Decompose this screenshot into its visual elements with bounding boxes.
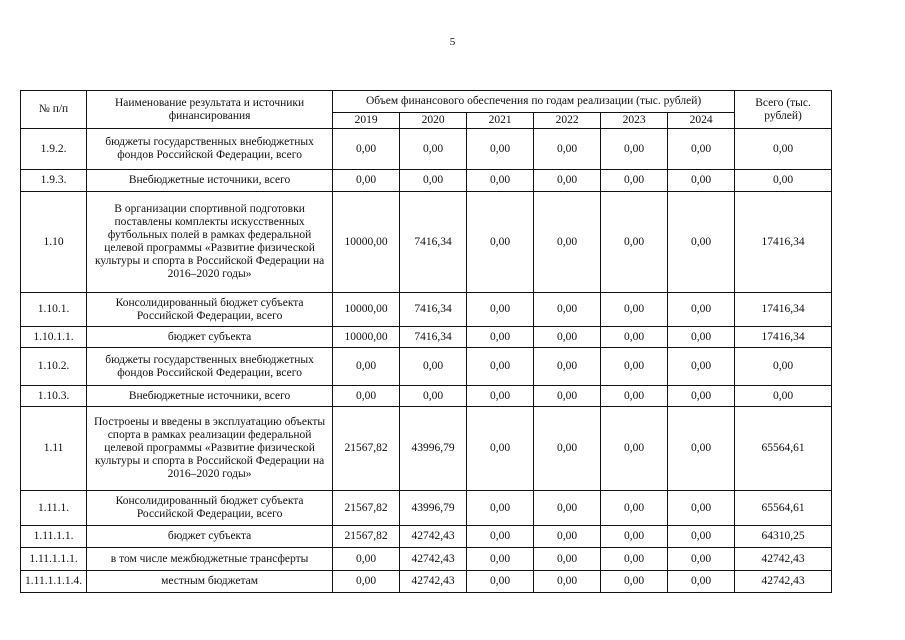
- row-number: 1.10: [21, 192, 87, 293]
- year-value: 10000,00: [333, 327, 400, 348]
- year-value: 0,00: [668, 526, 735, 548]
- year-value: 0,00: [534, 327, 601, 348]
- row-number: 1.10.3.: [21, 386, 87, 407]
- year-value: 0,00: [400, 129, 467, 170]
- year-value: 0,00: [601, 526, 668, 548]
- year-value: 0,00: [467, 526, 534, 548]
- year-value: 0,00: [668, 386, 735, 407]
- year-value: 0,00: [601, 327, 668, 348]
- table-row: [21, 192, 832, 293]
- row-name: Внебюджетные источники, всего: [87, 170, 333, 192]
- row-number: 1.9.2.: [21, 129, 87, 170]
- row-total: 64310,25: [735, 526, 832, 548]
- year-value: 0,00: [601, 571, 668, 593]
- header-volume: Объем финансового обеспечения по годам реализации (тыс. рублей): [333, 91, 735, 113]
- year-value: 0,00: [668, 129, 735, 170]
- year-value: 21567,82: [333, 526, 400, 548]
- year-value: 0,00: [601, 386, 668, 407]
- year-value: 0,00: [601, 348, 668, 386]
- year-value: 7416,34: [400, 293, 467, 327]
- year-value: 0,00: [333, 571, 400, 593]
- year-value: 0,00: [467, 348, 534, 386]
- year-value: 0,00: [534, 548, 601, 571]
- year-value: 0,00: [333, 348, 400, 386]
- year-value: 0,00: [534, 293, 601, 327]
- year-value: 0,00: [534, 526, 601, 548]
- row-total: 17416,34: [735, 293, 832, 327]
- year-value: 0,00: [400, 170, 467, 192]
- year-value: 0,00: [467, 192, 534, 293]
- row-name: бюджет субъекта: [87, 327, 333, 348]
- row-total: 65564,61: [735, 491, 832, 526]
- year-value: 0,00: [668, 348, 735, 386]
- table-row: [21, 526, 832, 548]
- year-value: 0,00: [467, 491, 534, 526]
- year-value: 0,00: [601, 192, 668, 293]
- year-value: 0,00: [668, 293, 735, 327]
- header-year: 2020: [400, 113, 467, 129]
- year-value: 0,00: [534, 170, 601, 192]
- year-value: 0,00: [601, 548, 668, 571]
- row-name: Консолидированный бюджет субъекта Российской Федерации, всего: [87, 293, 333, 327]
- year-value: 0,00: [668, 548, 735, 571]
- year-value: 0,00: [467, 170, 534, 192]
- year-value: 42742,43: [400, 548, 467, 571]
- year-value: 7416,34: [400, 327, 467, 348]
- row-total: 0,00: [735, 348, 832, 386]
- year-value: 0,00: [601, 170, 668, 192]
- header-name: Наименование результата и источники финансирования: [87, 91, 333, 129]
- row-number: 1.11: [21, 407, 87, 491]
- row-name: бюджеты государственных внебюджетных фондов Российской Федерации, всего: [87, 348, 333, 386]
- row-name: местным бюджетам: [87, 571, 333, 593]
- year-value: 21567,82: [333, 407, 400, 491]
- year-value: 0,00: [467, 407, 534, 491]
- table-row: [21, 348, 832, 386]
- header-year: 2023: [601, 113, 668, 129]
- year-value: 0,00: [467, 327, 534, 348]
- row-name: В организации спортивной подготовки поставлены комплекты искусственных футбольных полей в рамках федеральной целевой программы «Развитие физической культуры и спорта в Российской Федерации на 2016–2020 годы»: [87, 192, 333, 293]
- year-value: 0,00: [668, 491, 735, 526]
- row-total: 0,00: [735, 129, 832, 170]
- year-value: 0,00: [534, 192, 601, 293]
- year-value: 0,00: [534, 407, 601, 491]
- year-value: 0,00: [668, 407, 735, 491]
- year-value: 21567,82: [333, 491, 400, 526]
- row-total: 65564,61: [735, 407, 832, 491]
- year-value: 0,00: [601, 407, 668, 491]
- row-total: 0,00: [735, 386, 832, 407]
- table-row: [21, 548, 832, 571]
- header-total: Всего (тыс. рублей): [735, 91, 832, 129]
- year-value: 42742,43: [400, 526, 467, 548]
- row-number: 1.11.1.: [21, 491, 87, 526]
- year-value: 0,00: [534, 386, 601, 407]
- row-name: в том числе межбюджетные трансферты: [87, 548, 333, 571]
- table-row: [21, 386, 832, 407]
- table-row: [21, 129, 832, 170]
- table-row: [21, 491, 832, 526]
- row-number: 1.10.2.: [21, 348, 87, 386]
- year-value: 0,00: [333, 386, 400, 407]
- year-value: 0,00: [668, 192, 735, 293]
- year-value: 0,00: [668, 327, 735, 348]
- header-number: № п/п: [21, 91, 87, 129]
- year-value: 42742,43: [400, 571, 467, 593]
- row-name: бюджет субъекта: [87, 526, 333, 548]
- year-value: 0,00: [601, 293, 668, 327]
- year-value: 0,00: [400, 386, 467, 407]
- row-number: 1.11.1.1.1.: [21, 548, 87, 571]
- row-name: бюджеты государственных внебюджетных фондов Российской Федерации, всего: [87, 129, 333, 170]
- year-value: 0,00: [333, 129, 400, 170]
- row-name: Построены и введены в эксплуатацию объекты спорта в рамках реализации федеральной целевой программы «Развитие физической культуры и спорта в Российской Федерации на 2016–2020 годы»: [87, 407, 333, 491]
- row-number: 1.11.1.1.1.4.: [21, 571, 87, 593]
- year-value: 0,00: [467, 293, 534, 327]
- year-value: 0,00: [333, 170, 400, 192]
- row-total: 17416,34: [735, 327, 832, 348]
- row-number: 1.10.1.: [21, 293, 87, 327]
- table-row: [21, 571, 832, 593]
- row-name: Консолидированный бюджет субъекта Российской Федерации, всего: [87, 491, 333, 526]
- year-value: 0,00: [534, 348, 601, 386]
- year-value: 0,00: [534, 571, 601, 593]
- year-value: 0,00: [467, 129, 534, 170]
- row-total: 0,00: [735, 170, 832, 192]
- year-value: 0,00: [601, 491, 668, 526]
- row-name: Внебюджетные источники, всего: [87, 386, 333, 407]
- financing-table: [20, 90, 832, 593]
- year-value: 0,00: [333, 548, 400, 571]
- year-value: 0,00: [668, 170, 735, 192]
- header-year: 2021: [467, 113, 534, 129]
- year-value: 7416,34: [400, 192, 467, 293]
- year-value: 0,00: [400, 348, 467, 386]
- row-number: 1.10.1.1.: [21, 327, 87, 348]
- year-value: 0,00: [467, 386, 534, 407]
- row-number: 1.9.3.: [21, 170, 87, 192]
- year-value: 10000,00: [333, 293, 400, 327]
- table-row: [21, 327, 832, 348]
- year-value: 0,00: [534, 129, 601, 170]
- year-value: 10000,00: [333, 192, 400, 293]
- header-year: 2022: [534, 113, 601, 129]
- row-total: 42742,43: [735, 548, 832, 571]
- year-value: 0,00: [601, 129, 668, 170]
- table-row: [21, 170, 832, 192]
- page-number: 5: [449, 36, 456, 48]
- year-value: 0,00: [467, 571, 534, 593]
- year-value: 0,00: [668, 571, 735, 593]
- row-total: 42742,43: [735, 571, 832, 593]
- table-row: [21, 293, 832, 327]
- year-value: 0,00: [467, 548, 534, 571]
- year-value: 43996,79: [400, 491, 467, 526]
- header-year: 2019: [333, 113, 400, 129]
- header-year: 2024: [668, 113, 735, 129]
- row-number: 1.11.1.1.: [21, 526, 87, 548]
- year-value: 0,00: [534, 491, 601, 526]
- table-row: [21, 407, 832, 491]
- row-total: 17416,34: [735, 192, 832, 293]
- year-value: 43996,79: [400, 407, 467, 491]
